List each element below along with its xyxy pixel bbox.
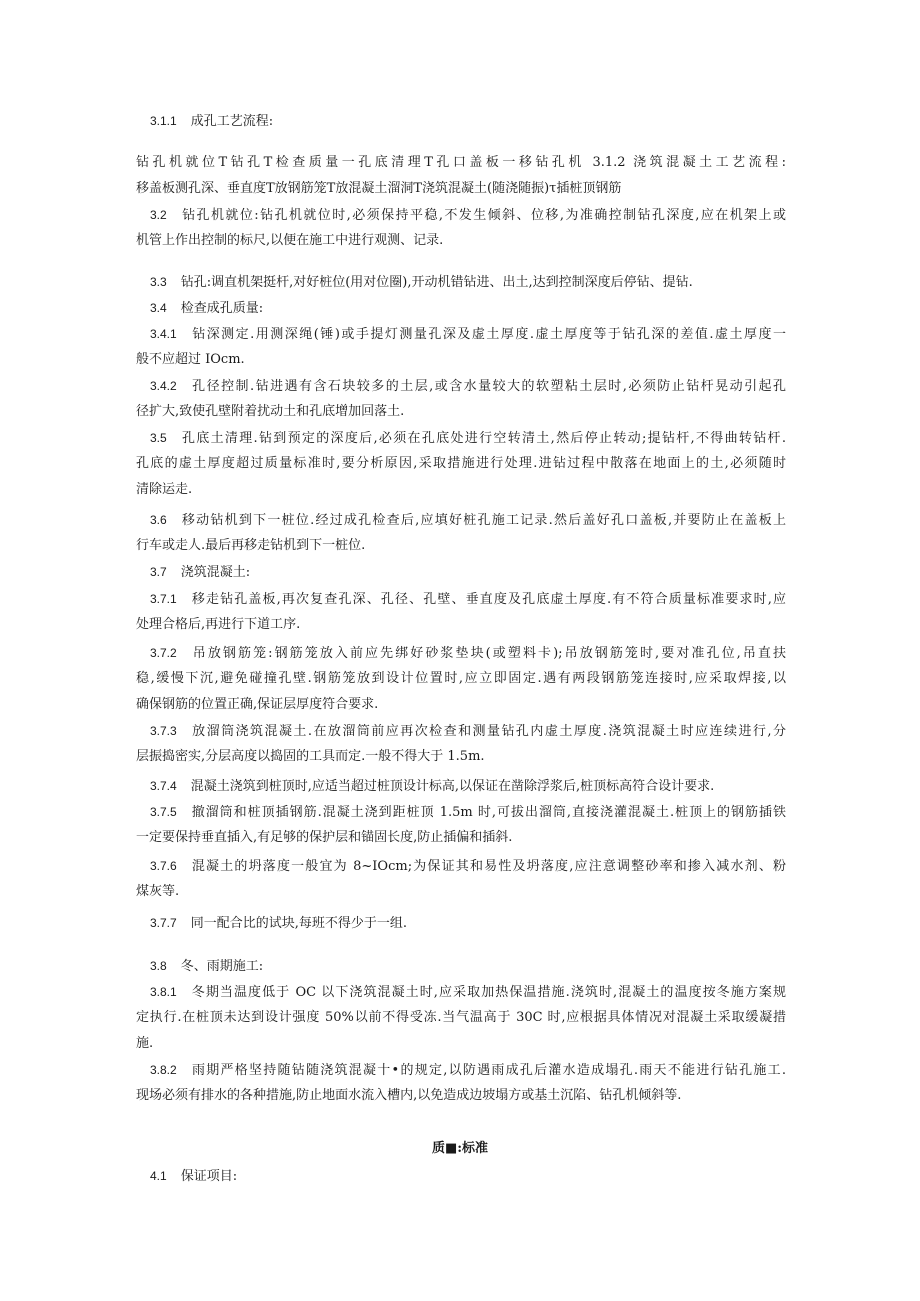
line: 3.6 移动钻机到下一桩位.经过成孔检查后,应填好桩孔施工记录.然后盖好孔口盖板,并要防止在盖板上 bbox=[150, 513, 786, 528]
line: 稳,缓慢下沉,避免碰撞孔壁.钢筋笼放到设计位置时,应立即固定.遇有两段钢筋笼连接时,应采取焊接,以 bbox=[136, 671, 786, 686]
line: 行车或走人.最后再移走钻机到下一桩位. bbox=[136, 538, 366, 553]
line: 孔底的虚土厚度超过质量标准时,要分析原因,采取措施进行处理.进钻过程中散落在地面上的土,必须随时 bbox=[136, 456, 786, 471]
line: 施. bbox=[136, 1036, 154, 1051]
line: 3.7.3 放溜筒浇筑混凝土.在放溜筒前应再次检查和测量钻孔内虚土厚度.浇筑混凝土时应连续进行,分 bbox=[150, 724, 786, 739]
line: 3.4 检查成孔质量: bbox=[150, 301, 264, 316]
line: 3.7.2 吊放钢筋笼:钢筋笼放入前应先绑好砂浆垫块(或塑料卡);吊放钢筋笼时,要对准孔位,吊直扶 bbox=[150, 646, 786, 661]
line: 定执行.在桩顶未达到设计强度 50%以前不得受冻.当气温高于 30C 时,应根据具体情况对混凝土采取缓凝措 bbox=[136, 1010, 786, 1025]
line: 处理合格后,再进行下道工序. bbox=[136, 617, 301, 632]
line: 钻孔机就位T钻孔T检查质量一孔底清理T孔口盖板一移钻孔机 3.1.2 浇筑混凝土工艺流程: bbox=[136, 155, 786, 170]
line: 径扩大,致使孔壁附着扰动土和孔底增加回落土. bbox=[136, 404, 405, 419]
line: 3.8.2 雨期严格坚持随钻随浇筑混凝十•的规定,以防遇雨成孔后灌水造成塌孔.雨天不能进行钻孔施工. bbox=[150, 1063, 786, 1078]
line: 机管上作出控制的标尺,以便在施工中进行观测、记录. bbox=[136, 233, 444, 248]
line: 现场必须有排水的各种措施,防止地面水流入槽内,以免造成边坡塌方或基土沉陷、钻孔机倾斜等. bbox=[136, 1088, 682, 1103]
line: 3.8 冬、雨期施工: bbox=[150, 959, 264, 974]
line: 3.7.5 撤溜筒和桩顶插钢筋.混凝土浇到距桩顶 1.5m 时,可拔出溜筒,直接浇灌混凝土.桩顶上的钢筋插铁 bbox=[150, 805, 786, 820]
line: 3.8.1 冬期当温度低于 OC 以下浇筑混凝土时,应采取加热保温措施.浇筑时,混凝土的温度按冬施方案规 bbox=[150, 985, 786, 1000]
line: 3.7.4 混凝土浇筑到桩顶时,应适当超过桩顶设计标高,以保证在凿除浮浆后,桩顶标高符合设计要求. bbox=[150, 779, 715, 794]
section-heading: 质■:标准 bbox=[431, 1141, 489, 1156]
line: 移盖板测孔深、垂直度T放钢筋笼T放混凝土溜洞T浇筑混凝土(随浇随振)τ插桩顶钢筋 bbox=[136, 181, 622, 196]
line: 层振捣密实,分层高度以捣固的工具而定.一般不得大于 1.5m. bbox=[136, 749, 485, 764]
line: 3.7.7 同一配合比的试块,每班不得少于一组. bbox=[150, 916, 407, 931]
line: 3.7 浇筑混凝土: bbox=[150, 565, 251, 580]
line: 3.4.2 孔径控制.钻进遇有含石块较多的土层,或含水量较大的软塑粘土层时,必须防止钻杆晃动引起孔 bbox=[150, 379, 786, 394]
line: 清除运走. bbox=[136, 482, 193, 497]
line: 3.2 钻孔机就位:钻孔机就位时,必须保持平稳,不发生倾斜、位移,为准确控制钻孔深度,应在机架上或 bbox=[150, 208, 786, 223]
line: 煤灰等. bbox=[136, 884, 180, 899]
line: 一定要保持垂直插入,有足够的保护层和锚固长度,防止插偏和插斜. bbox=[136, 830, 513, 845]
line: 般不应超过 IOcm. bbox=[136, 352, 245, 367]
line: 确保钢筋的位置正确,保证层厚度符合要求. bbox=[136, 697, 379, 712]
line: 3.3 钻孔:调直机架挺杆,对好桩位(用对位圈),开动机错钻进、出土,达到控制深度后停钻、提钻. bbox=[150, 275, 693, 290]
line: 3.5 孔底土清理.钻到预定的深度后,必须在孔底处进行空转清土,然后停止转动;提钻杆,不得曲转钻杆. bbox=[150, 431, 786, 446]
line: 3.1.1 成孔工艺流程: bbox=[150, 114, 274, 129]
line: 4.1 保证项目: bbox=[150, 1169, 238, 1184]
line: 3.4.1 钻深测定.用测深绳(锤)或手提灯测量孔深及虚土厚度.虚土厚度等于钻孔深的差值.虚土厚度一 bbox=[150, 327, 786, 342]
line: 3.7.1 移走钻孔盖板,再次复查孔深、孔径、孔壁、垂直度及孔底虚土厚度.有不符合质量标准要求时,应 bbox=[150, 592, 786, 607]
line: 3.7.6 混凝土的坍落度一般宜为 8~IOcm;为保证其和易性及坍落度,应注意调整砂率和掺入减水剂、粉 bbox=[150, 859, 786, 874]
